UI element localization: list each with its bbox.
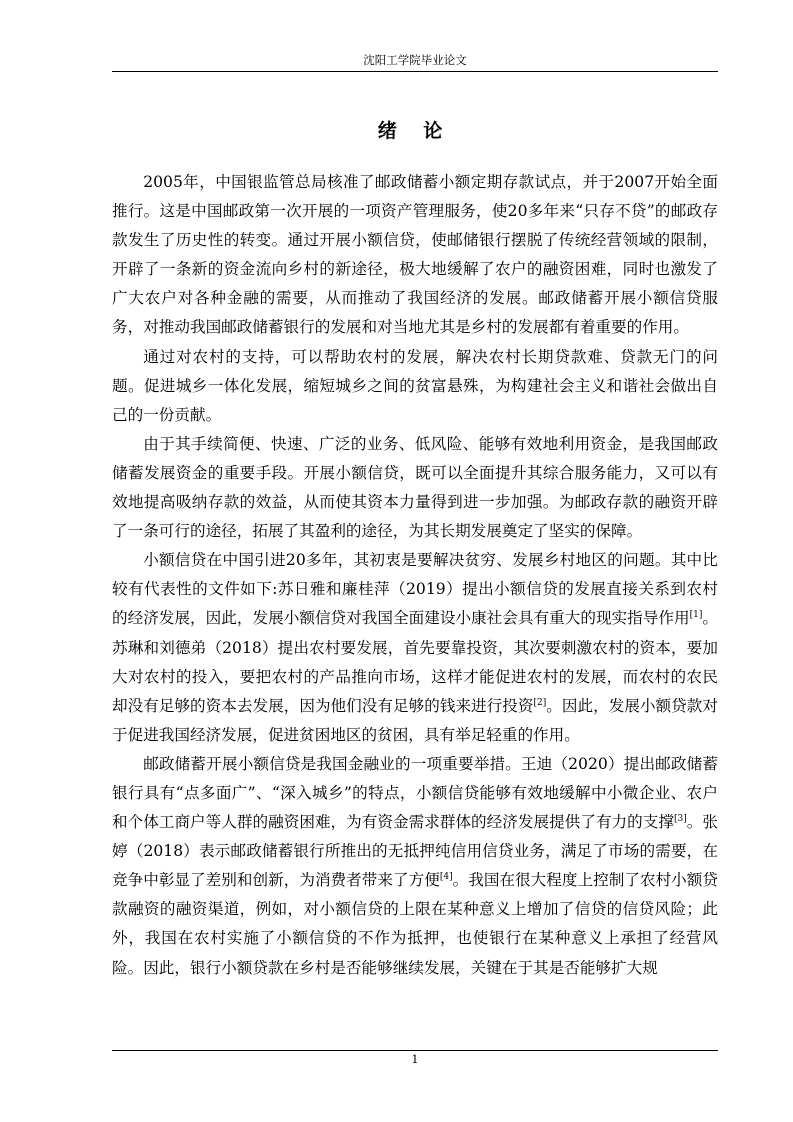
- paragraph-5-text-end: 。我国在很大程度上控制了农村小额贷款融资的融资渠道，例如，对小额信贷的上限在某种意义上增加了信贷的信贷风险；此外，我国在农村实施了小额信贷的不作为抵押，也使银行在某种意义上承担了经营风险。因此，银行小额贷款在乡村是否能够继续发展，关键在于其是否能够扩大规: [112, 871, 718, 977]
- paragraph-5-text-cont: 。张婷（2018）表示邮政储蓄银行所推出的无抵押纯信用信贷业务，满足了市场的需要，在竞争中彰显了差别和创新，为消费者带来了方便: [112, 813, 718, 890]
- footer-divider: [112, 1050, 718, 1051]
- citation-ref: [2]: [533, 697, 547, 708]
- running-header: 沈阳工学院毕业论文: [363, 53, 467, 67]
- citation-ref: [4]: [439, 872, 453, 883]
- body-text: [112, 168, 718, 983]
- paragraph-3: [112, 430, 718, 546]
- paragraph-1-text: 2005年，中国银监管总局核准了邮政储蓄小额定期存款试点，并于2007开始全面推行。这是中国邮政第一次开展的一项资产管理服务，使20多年来“只存不贷”的邮政存款发生了历史性的转变。通过开展小额信贷，使邮储银行摆脱了传统经营领域的限制，开辟了一条新的资金流向乡村的新途径，极大地缓解了农户的融资困难，同时也激发了广大农户对各种金融的需要，从而推动了我国经济的发展。邮政储蓄开展小额信贷服务，对推动我国邮政储蓄银行的发展和对当地尤其是乡村的发展都有着重要的作用。: [112, 173, 718, 337]
- citation-ref: [1]: [689, 610, 703, 621]
- paragraph-4: [112, 546, 718, 750]
- paragraph-4-text-cont: 。苏琳和刘德弟（2018）提出农村要发展，首先要靠投资，其次要刺激农村的资本，要加大对农村的投入，要把农村的产品推向市场，这样才能促进农村的发展，而农村的农民却没有足够的资本去发展，因为他们没有足够的钱来进行投资: [112, 609, 718, 715]
- paragraph-4-text-end: 。因此，发展小额贷款对于促进我国经济发展，促进贫困地区的贫困，具有举足轻重的作用。: [112, 696, 718, 744]
- paragraph-5: [112, 750, 718, 983]
- paragraph-4-text: 小额信贷在中国引进20多年，其初衷是要解决贫穷、发展乡村地区的问题。其中比较有代表性的文件如下:苏日雅和廉桂萍（2019）提出小额信贷的发展直接关系到农村的经济发展，因此，发展小额信贷对我国全面建设小康社会具有重大的现实指导作用: [112, 551, 718, 628]
- paragraph-3-text: 由于其手续简便、快速、广泛的业务、低风险、能够有效地利用资金，是我国邮政储蓄发展资金的重要手段。开展小额信贷，既可以全面提升其综合服务能力，又可以有效地提高吸纳存款的效益，从而使其资本力量得到进一步加强。为邮政存款的融资开辟了一条可行的途径，拓展了其盈利的途径，为其长期发展奠定了坚实的保障。: [112, 434, 718, 541]
- page-number: 1: [411, 1053, 419, 1066]
- paragraph-2: [112, 343, 718, 430]
- paragraph-5-text: 邮政储蓄开展小额信贷是我国金融业的一项重要举措。王迪（2020）提出邮政储蓄银行具有“点多面广”、“深入城乡”的特点，小额信贷能够有效地缓解中小微企业、农户和个体工商户等人群的融资困难，为有资金需求群体的经济发展提供了有力的支撑: [112, 754, 718, 832]
- paragraph-1: [112, 168, 718, 343]
- header-divider: [112, 71, 718, 72]
- chapter-title: 绪 论: [377, 120, 453, 142]
- paragraph-2-text: 通过对农村的支持，可以帮助农村的发展，解决农村长期贷款难、贷款无门的问题。促进城乡一体化发展，缩短城乡之间的贫富悬殊，为构建社会主义和谐社会做出自己的一份贡献。: [112, 347, 718, 424]
- citation-ref: [3]: [674, 813, 687, 824]
